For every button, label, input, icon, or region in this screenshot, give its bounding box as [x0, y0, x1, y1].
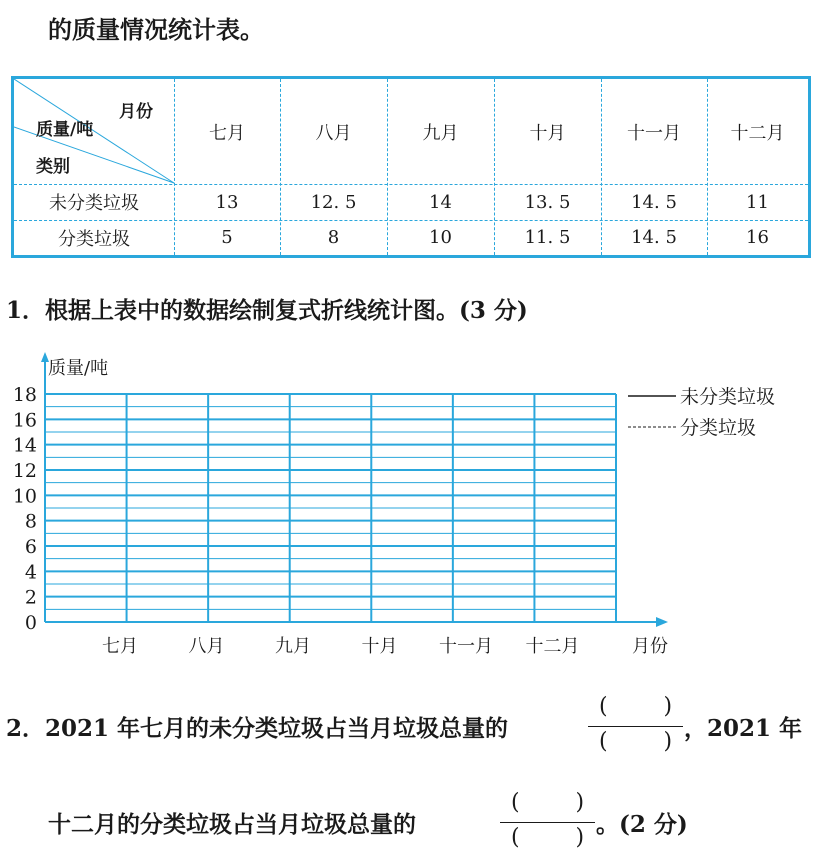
- line-chart-grid: [0, 340, 827, 670]
- y-tick-label: 8: [24, 510, 37, 533]
- question-2-text-a: 2021 年七月的未分类垃圾占当月垃圾总量的: [45, 715, 509, 742]
- y-tick-label: 10: [12, 485, 37, 508]
- legend-label: 未分类垃圾: [680, 386, 776, 408]
- x-axis-arrow: [656, 617, 668, 627]
- y-tick-label: 14: [12, 434, 37, 457]
- question-2-text-d: 。(2 分): [596, 811, 688, 838]
- fraction-blank-1[interactable]: [588, 694, 683, 764]
- table-cell: 13. 5: [524, 191, 571, 213]
- month-header: 八月: [315, 122, 352, 144]
- y-tick-label: 6: [24, 536, 37, 558]
- table-cell: 11. 5: [524, 227, 571, 248]
- table-cell: 8: [327, 227, 340, 248]
- row-label-unsorted: 未分类垃圾: [49, 193, 139, 214]
- y-tick-label: 12: [12, 460, 37, 482]
- question-1-number: 1．: [6, 297, 46, 324]
- question-2-number: 2．: [6, 715, 46, 742]
- y-tick-label: 18: [12, 384, 37, 406]
- question-2-line-1: [6, 710, 508, 743]
- table-cell: 13: [215, 191, 239, 213]
- y-tick-label: 0: [24, 612, 37, 634]
- statistics-table: [11, 76, 811, 258]
- denominator-blank[interactable]: ( ): [598, 729, 673, 754]
- month-header: 十二月: [730, 122, 785, 144]
- question-2-text-b: ，2021 年: [684, 715, 803, 742]
- x-tick-label: 七月: [102, 636, 138, 657]
- y-tick-label: 4: [24, 561, 37, 584]
- numerator-blank[interactable]: ( ): [510, 790, 585, 815]
- y-axis-title: 质量/吨: [48, 358, 109, 379]
- table-cell: 14. 5: [631, 191, 677, 213]
- y-tick-label: 2: [24, 586, 37, 609]
- table-cell: 16: [746, 227, 769, 248]
- table-cell: 12. 5: [310, 191, 357, 213]
- header-mass-label: 质量/吨: [36, 120, 94, 140]
- denominator-blank[interactable]: ( ): [510, 825, 585, 850]
- question-2-text-c: 十二月的分类垃圾占当月垃圾总量的: [48, 811, 416, 838]
- x-tick-label: 十一月: [439, 636, 493, 657]
- header-category-label: 类别: [36, 157, 70, 177]
- legend-label: 分类垃圾: [680, 417, 757, 439]
- month-header: 十一月: [627, 122, 681, 144]
- month-header: 七月: [209, 122, 245, 144]
- fraction-blank-2[interactable]: [500, 790, 595, 860]
- y-tick-label: 16: [12, 409, 37, 432]
- x-tick-label: 十月: [361, 636, 398, 657]
- table-cell: 11: [746, 191, 769, 213]
- table-cell: 14. 5: [631, 227, 677, 248]
- x-tick-label: 八月: [188, 636, 225, 657]
- intro-text: 的质量情况统计表。: [48, 15, 264, 44]
- row-label-sorted: 分类垃圾: [58, 228, 130, 250]
- fraction-bar: [588, 726, 683, 727]
- month-header: 九月: [422, 122, 459, 144]
- table-cell: 5: [221, 227, 233, 248]
- x-tick-label: 十二月: [525, 636, 580, 657]
- question-1-text: 根据上表中的数据绘制复式折线统计图。(3 分): [45, 297, 528, 324]
- header-month-label: 月份: [119, 102, 153, 122]
- table-cell: 10: [429, 227, 452, 248]
- fraction-bar: [500, 822, 595, 823]
- question-1: [6, 292, 528, 325]
- x-axis-title: 月份: [632, 636, 668, 657]
- month-header: 十月: [529, 122, 566, 144]
- x-tick-label: 九月: [275, 636, 311, 657]
- numerator-blank[interactable]: ( ): [598, 694, 673, 719]
- table-cell: 14: [429, 191, 452, 213]
